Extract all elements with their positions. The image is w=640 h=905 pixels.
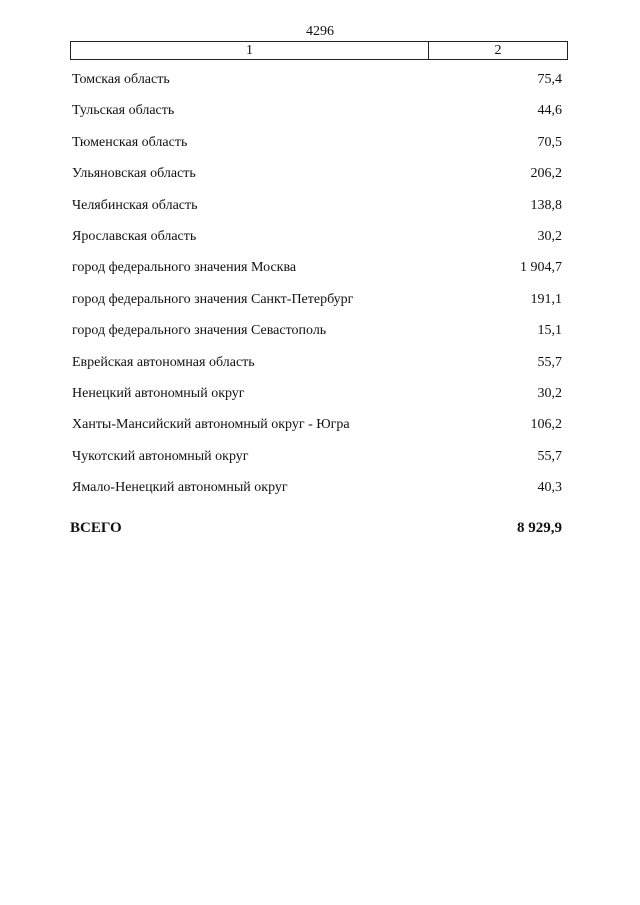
region-value: 206,2 — [530, 166, 562, 182]
table-row — [72, 229, 562, 260]
column-header-1: 1 — [71, 42, 429, 59]
table-row — [72, 449, 562, 480]
column-header-2: 2 — [494, 43, 502, 58]
region-value: 44,6 — [537, 103, 562, 119]
region-value: 1 904,7 — [520, 260, 562, 276]
table-row — [72, 198, 562, 229]
table-row — [72, 72, 562, 103]
region-name: город федерального значения Москва — [72, 260, 297, 276]
table-row — [72, 386, 562, 417]
table-row — [72, 135, 562, 166]
page-number: 4296 — [306, 24, 334, 39]
region-value: 30,2 — [537, 385, 562, 401]
region-name: Ямало-Ненецкий автономный округ — [72, 480, 288, 496]
table-header — [70, 41, 568, 60]
total-label: ВСЕГО — [70, 520, 122, 536]
region-name: Челябинская область — [72, 197, 198, 213]
region-name: Тульская область — [72, 103, 175, 119]
region-value: 15,1 — [537, 323, 562, 339]
table-row — [72, 355, 562, 386]
table-row — [72, 417, 562, 448]
region-value: 40,3 — [537, 480, 562, 496]
region-name: Еврейская автономная область — [72, 354, 255, 370]
region-name: Тюменская область — [72, 134, 188, 150]
region-value: 191,1 — [530, 291, 562, 307]
region-value: 138,8 — [530, 197, 562, 213]
region-name: Ульяновская область — [72, 166, 196, 182]
region-name: Ханты-Мансийский автономный округ - Югра — [72, 417, 350, 433]
total-row — [70, 520, 562, 537]
region-name: Чукотский автономный округ — [72, 448, 249, 464]
region-value: 75,4 — [537, 72, 562, 87]
region-name: город федерального значения Севастополь — [72, 323, 327, 339]
table-row — [72, 260, 562, 291]
table-row — [72, 292, 562, 323]
total-value: 8 929,9 — [517, 520, 562, 536]
region-name: город федерального значения Санкт-Петербург — [72, 291, 354, 307]
region-value: 70,5 — [537, 134, 562, 150]
region-name: Ярославская область — [72, 228, 197, 244]
region-value: 55,7 — [537, 354, 562, 370]
region-value: 30,2 — [537, 228, 562, 244]
region-name: Томская область — [72, 72, 170, 87]
region-name: Ненецкий автономный округ — [72, 385, 245, 401]
table-row — [72, 480, 562, 511]
table-row — [72, 103, 562, 134]
table-row — [72, 166, 562, 197]
table-row — [72, 323, 562, 354]
table-body — [72, 72, 562, 511]
region-value: 55,7 — [537, 448, 562, 464]
region-value: 106,2 — [530, 417, 562, 433]
